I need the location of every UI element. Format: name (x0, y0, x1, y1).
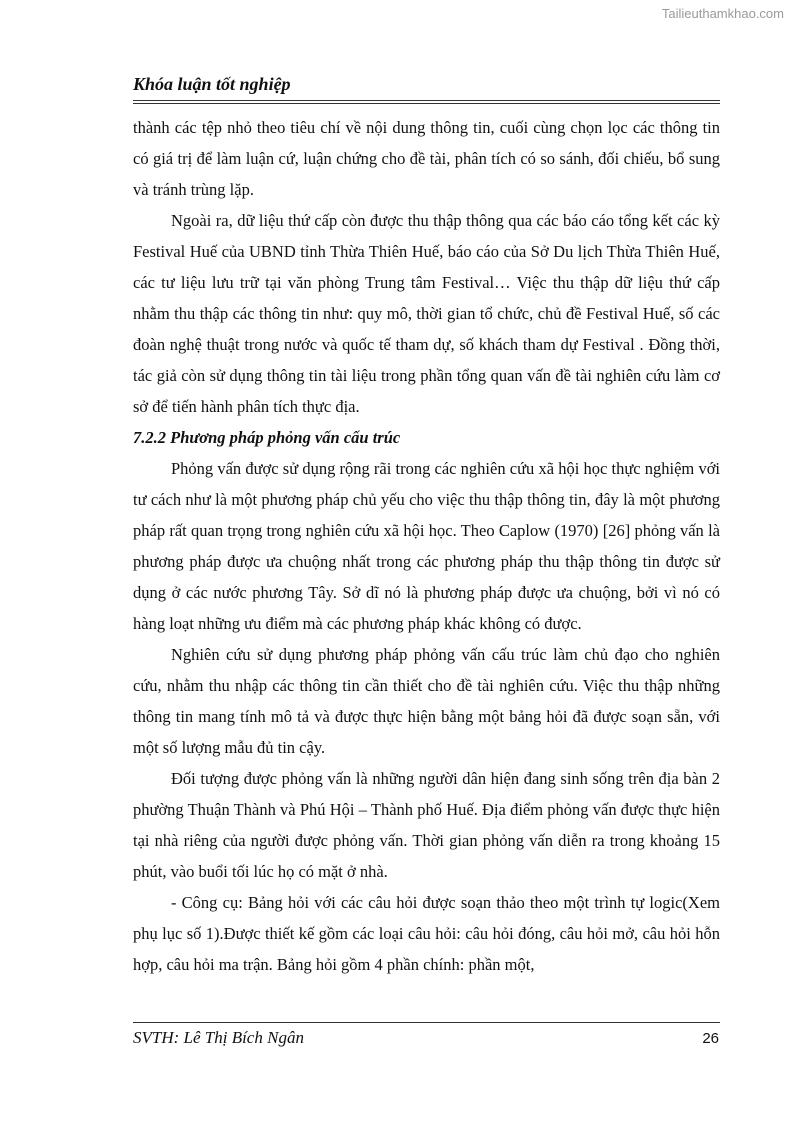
document-body (133, 112, 720, 980)
footer-divider (133, 1022, 720, 1023)
paragraph-6: - Công cụ: Bảng hỏi với các câu hỏi được soạn thảo theo một trình tự logic(Xem phụ lục số 1).Được thiết kế gồm các loại câu hỏi: câu hỏi đóng, câu hỏi mở, câu hỏi hỗn hợp, câu hỏi ma trận. Bảng hỏi gồm 4 phần chính: phần một, (133, 893, 720, 974)
paragraph-3: Phỏng vấn được sử dụng rộng rãi trong các nghiên cứu xã hội học thực nghiệm với tư cách như là một phương pháp chủ yếu cho việc thu thập thông tin, đây là một phương pháp rất quan trọng trong nghiên cứu xã hội học. Theo Caplow (1970) [26] phỏng vấn là phương pháp được ưa chuộng nhất trong các phương pháp thu thập thông tin được sử dụng ở các nước phương Tây. Sở dĩ nó là phương pháp được ưa chuộng, bởi vì nó có hàng loạt những ưu điểm mà các phương pháp khác không có được. (133, 459, 720, 633)
header-divider-secondary (133, 103, 720, 104)
paragraph-4: Nghiên cứu sử dụng phương pháp phỏng vấn cấu trúc làm chủ đạo cho nghiên cứu, nhằm thu nhập các thông tin cần thiết cho đề tài nghiên cứu. Việc thu thập những thông tin mang tính mô tả và được thực hiện bằng một bảng hỏi đã được soạn sẵn, với một số lượng mẫu đủ tin cậy. (133, 645, 720, 757)
watermark: Tailieuthamkhao.com (661, 6, 784, 21)
paragraph-2: Ngoài ra, dữ liệu thứ cấp còn được thu thập thông qua các báo cáo tổng kết các kỳ Festival Huế của UBND tỉnh Thừa Thiên Huế, báo cáo của Sở Du lịch Thừa Thiên Huế, các tư liệu lưu trữ tại văn phòng Trung tâm Festival… Việc thu thập dữ liệu thứ cấp nhằm thu thập các thông tin như: quy mô, thời gian tổ chức, chủ đề Festival Huế, số các đoàn nghệ thuật trong nước và quốc tế tham dự, số khách tham dự Festival . Đồng thời, tác giả còn sử dụng thông tin tài liệu trong phần tổng quan vấn đề tài nghiên cứu làm cơ sở để tiến hành phân tích thực địa. (133, 211, 720, 416)
page-number: 26 (702, 1030, 719, 1047)
page-header-title: Khóa luận tốt nghiệp (133, 74, 291, 94)
footer-author: SVTH: Lê Thị Bích Ngân (133, 1028, 304, 1047)
paragraph-5: Đối tượng được phỏng vấn là những người dân hiện đang sinh sống trên địa bàn 2 phường Thuận Thành và Phú Hội – Thành phố Huế. Địa điểm phỏng vấn được thực hiện tại nhà riêng của người được phỏng vấn. Thời gian phỏng vấn diễn ra trong khoảng 15 phút, vào buổi tối lúc họ có mặt ở nhà. (133, 769, 720, 881)
paragraph-1: thành các tệp nhỏ theo tiêu chí về nội dung thông tin, cuối cùng chọn lọc các thông tin có giá trị để làm luận cứ, luận chứng cho đề tài, phân tích có so sánh, đối chiếu, bổ sung và tránh trùng lặp. (133, 118, 720, 199)
header-divider (133, 100, 720, 101)
section-heading: 7.2.2 Phương pháp phỏng vấn cấu trúc (133, 428, 401, 447)
